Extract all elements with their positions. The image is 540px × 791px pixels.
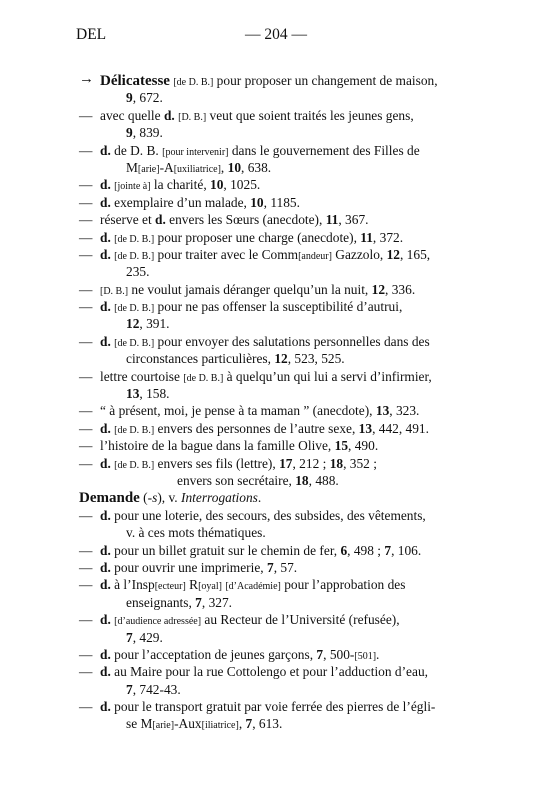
entry-text: . xyxy=(376,646,380,662)
index-line xyxy=(79,281,471,298)
entry-text: 11 xyxy=(325,212,339,228)
editorial-bracket: [de D. B.] xyxy=(114,459,155,471)
index-line xyxy=(79,368,471,385)
entry-text: , 391. xyxy=(139,316,170,332)
entry-text: 7 xyxy=(245,716,253,732)
entry-text: pour le transport gratuit par voie ferrée des pierres de l’égli- xyxy=(110,699,436,715)
index-line xyxy=(79,246,471,263)
entry-text: 13 xyxy=(126,386,140,402)
index-line xyxy=(79,507,471,524)
entry-text: 13 xyxy=(358,420,373,436)
index-line xyxy=(79,211,471,228)
entry-text: , 106. xyxy=(391,542,422,558)
index-line xyxy=(79,176,471,193)
entry-text: “ à présent, moi, je pense à ta maman ” (anecdote), xyxy=(100,403,376,419)
entry-text: 12 xyxy=(371,281,386,297)
entry-dash: — xyxy=(79,212,93,228)
editorial-bracket: [oyal] xyxy=(198,581,222,593)
entry-text: , 212 ; xyxy=(292,455,330,471)
entry-text: envers des personnes de l’autre sexe, xyxy=(154,420,359,436)
index-line xyxy=(79,594,471,611)
entry-text: de D. B. xyxy=(110,142,163,158)
entry-text: 7 xyxy=(266,559,274,575)
editorial-bracket: [pour intervenir] xyxy=(162,146,229,158)
editorial-bracket: [d’audience adressée] xyxy=(114,616,202,628)
entry-text: M xyxy=(126,159,138,175)
index-line xyxy=(79,437,471,454)
entry-text: au Recteur de l’Université (refusée), xyxy=(201,612,400,628)
index-line xyxy=(79,107,471,124)
editorial-bracket: [de D. B.] xyxy=(173,77,214,88)
entry-text: , 638. xyxy=(241,159,272,175)
entry-text: pour traiter avec le Comm xyxy=(154,246,299,262)
index-heading-line xyxy=(79,489,471,506)
entry-text: , 158. xyxy=(139,386,170,402)
index-line xyxy=(79,472,471,489)
entry-text: 18 xyxy=(295,472,309,488)
entry-text: 10 xyxy=(250,194,264,210)
index-line xyxy=(79,142,471,159)
index-line xyxy=(79,420,471,437)
entry-text: , 613. xyxy=(252,716,283,732)
entry-text: -s xyxy=(147,490,158,506)
entry-text: , xyxy=(238,716,246,732)
entry-text: 12 xyxy=(274,351,288,367)
entry-dash: — xyxy=(79,333,93,349)
editorial-bracket: [de D. B.] xyxy=(114,337,155,349)
entry-text: veut que soient traités les jeunes gens, xyxy=(206,107,414,123)
index-line xyxy=(79,559,471,576)
entry-text: , 57. xyxy=(273,559,298,575)
index-line xyxy=(79,402,471,419)
entry-text: , 523, 525. xyxy=(287,351,345,367)
entry-text: 10 xyxy=(210,177,224,193)
entry-dash: — xyxy=(79,438,93,454)
entry-text: -Aux xyxy=(174,716,202,732)
editorial-bracket: [D. B.] xyxy=(100,285,129,297)
entry-text: , 742-43. xyxy=(132,681,181,697)
running-head: DEL xyxy=(76,26,107,43)
entry-dash: — xyxy=(79,246,93,262)
entry-dash: — xyxy=(79,107,93,123)
entry-text: , 372. xyxy=(372,229,404,245)
index-line xyxy=(79,89,471,106)
entry-text: d. xyxy=(100,333,111,349)
entry-text: , 429. xyxy=(132,629,163,645)
entry-text: à l’Insp xyxy=(110,577,155,593)
editorial-bracket: [andeur] xyxy=(298,250,332,262)
editorial-bracket: [arie] xyxy=(152,720,175,732)
entry-text: v. à ces mots thématiques. xyxy=(126,525,266,541)
entry-text: 15 xyxy=(334,438,349,454)
index-line xyxy=(79,611,471,628)
entry-dash: — xyxy=(79,194,93,210)
entry-text: , 839. xyxy=(132,125,163,141)
editorial-bracket: [501] xyxy=(354,650,377,662)
entry-text: lettre courtoise xyxy=(100,368,184,384)
entry-text: pour un billet gratuit sur le chemin de fer, xyxy=(110,542,341,558)
entry-text: , 1025. xyxy=(223,177,261,193)
index-line xyxy=(79,333,471,350)
editorial-bracket: [iliatrice] xyxy=(201,720,239,732)
entry-dash: — xyxy=(79,699,93,715)
entry-text: 11 xyxy=(360,229,373,245)
entry-text: 12 xyxy=(126,316,140,332)
editorial-bracket: [de D. B.] xyxy=(114,303,155,315)
index-line xyxy=(79,229,471,246)
entry-text: pour ne pas offenser la susceptibilité d’autrui, xyxy=(154,299,403,315)
entry-text: , 488. xyxy=(308,472,339,488)
entry-text: 7 xyxy=(316,646,324,662)
entry-text: réserve et xyxy=(100,212,156,228)
entry-text: 10 xyxy=(227,159,242,175)
index-line xyxy=(79,385,471,402)
entry-text: envers ses fils (lettre), xyxy=(154,455,280,471)
index-line xyxy=(79,681,471,698)
index-line xyxy=(79,263,471,280)
editorial-bracket: [jointe à] xyxy=(114,181,151,193)
entry-dash: — xyxy=(79,542,93,558)
entry-dash: — xyxy=(79,577,93,593)
page-number: — 204 — xyxy=(245,26,307,43)
entry-text: au Maire pour la rue Cottolengo et pour l’adduction d’eau, xyxy=(110,664,428,680)
entry-text: 17 xyxy=(279,455,293,471)
entry-text: d. xyxy=(155,212,166,228)
entry-text: , 672. xyxy=(132,90,163,106)
entry-text: 9 xyxy=(126,90,133,106)
entry-text: -A xyxy=(159,159,174,175)
index-line xyxy=(79,159,471,176)
arrow-right-icon: → xyxy=(79,71,94,87)
entry-text: , 165, xyxy=(399,246,431,262)
entry-dash: — xyxy=(79,142,93,158)
entry-text: Gazzolo, xyxy=(331,246,387,262)
entry-text: pour l’acceptation de jeunes garçons, xyxy=(110,646,317,662)
index-line xyxy=(79,315,471,332)
entry-text: d. xyxy=(100,420,111,436)
entry-text: d. xyxy=(100,229,111,245)
entry-text: la charité, xyxy=(150,177,211,193)
entry-dash: — xyxy=(79,455,93,471)
entry-text: , 490. xyxy=(348,438,379,454)
entry-dash: — xyxy=(79,646,93,662)
entry-text: pour ouvrir une imprimerie, xyxy=(110,559,267,575)
entry-text: d. xyxy=(100,455,111,471)
entry-text: d. xyxy=(100,577,111,593)
entry-dash: — xyxy=(79,177,93,193)
entry-text: d. xyxy=(100,646,111,662)
entry-dash: — xyxy=(79,664,93,680)
index-line xyxy=(79,194,471,211)
entry-text: se M xyxy=(126,716,153,732)
editorial-bracket: [D. B.] xyxy=(178,111,207,123)
entry-text: d. xyxy=(163,107,175,123)
entry-text: envers les Sœurs (anecdote), xyxy=(165,212,326,228)
index-line xyxy=(79,72,471,89)
entry-text: ( xyxy=(139,490,148,506)
entry-text: pour l’approbation des xyxy=(280,577,406,593)
entry-text: d. xyxy=(100,542,111,558)
entry-text: 7 xyxy=(126,681,133,697)
entry-text: pour proposer un changement de maison, xyxy=(213,73,438,88)
entry-text: d. xyxy=(100,507,111,523)
editorial-bracket: [de D. B.] xyxy=(183,372,224,384)
entry-text: , 352 ; xyxy=(343,455,377,471)
entry-text: pour une loterie, des secours, des subsides, des vêtements, xyxy=(110,507,426,523)
editorial-bracket: [ecteur] xyxy=(154,581,186,593)
entry-dash: — xyxy=(79,403,93,419)
entry-text: ne voulut jamais déranger quelqu’un la nuit, xyxy=(128,281,372,297)
entry-text: d. xyxy=(100,559,111,575)
entry-dash: — xyxy=(79,559,93,575)
entry-text: exemplaire d’un malade, xyxy=(110,194,251,210)
entry-text: 6 xyxy=(340,542,348,558)
entry-text: envers son secrétaire, xyxy=(177,472,296,488)
entry-text: , 1185. xyxy=(263,194,300,210)
entry-text: , 323. xyxy=(389,403,420,419)
entry-text: pour proposer une charge (anecdote), xyxy=(154,229,361,245)
entry-dash: — xyxy=(79,507,93,523)
index-line xyxy=(79,455,471,472)
headword: Demande xyxy=(79,490,140,507)
entry-text: R xyxy=(185,577,199,593)
index-line xyxy=(79,124,471,141)
index-line xyxy=(79,715,471,732)
entry-text: pour envoyer des salutations personnelles dans des xyxy=(154,333,430,349)
entry-text: d. xyxy=(100,299,111,315)
entry-text: 13 xyxy=(375,403,390,419)
entry-text: , 327. xyxy=(201,594,233,610)
entry-dash: — xyxy=(79,281,93,297)
entry-text: , 442, 491. xyxy=(372,420,429,436)
index-line xyxy=(79,298,471,315)
entry-dash: — xyxy=(79,229,93,245)
entry-text: , 367. xyxy=(338,212,369,228)
index-line xyxy=(79,646,471,663)
entry-text: 7 xyxy=(384,542,392,558)
index-body xyxy=(79,72,471,733)
entry-text: d. xyxy=(100,194,111,210)
entry-dash: — xyxy=(79,612,93,628)
editorial-bracket: [d’Académie] xyxy=(225,581,281,593)
entry-text: 7 xyxy=(195,594,202,610)
index-line xyxy=(79,629,471,646)
entry-text: , 498 ; xyxy=(347,542,385,558)
index-line xyxy=(79,524,471,541)
editorial-bracket: [de D. B.] xyxy=(114,424,155,436)
entry-text: 12 xyxy=(386,246,400,262)
entry-text: avec quelle xyxy=(100,107,164,123)
entry-dash: — xyxy=(79,368,93,384)
entry-text: , 336. xyxy=(385,281,416,297)
headword: Délicatesse xyxy=(100,73,170,89)
index-line xyxy=(79,663,471,680)
entry-text: l’histoire de la bague dans la famille Olive, xyxy=(100,438,335,454)
entry-text: d. xyxy=(100,699,111,715)
entry-text: , xyxy=(220,159,228,175)
index-line xyxy=(79,350,471,367)
entry-dash: — xyxy=(79,299,93,315)
index-line xyxy=(79,698,471,715)
editorial-bracket: [arie] xyxy=(137,163,160,175)
index-line xyxy=(79,542,471,559)
entry-text: dans le gouvernement des Filles de xyxy=(228,142,420,158)
entry-text: Interrogations xyxy=(181,490,258,506)
entry-text: circonstances particulières, xyxy=(126,351,275,367)
editorial-bracket: [de D. B.] xyxy=(114,233,155,245)
running-header xyxy=(76,24,476,46)
entry-text: 18 xyxy=(329,455,344,471)
entry-text: d. xyxy=(100,612,111,628)
entry-text: à quelqu’un qui lui a servi d’infirmier, xyxy=(223,368,432,384)
index-line xyxy=(79,576,471,593)
entry-text: d. xyxy=(100,664,111,680)
editorial-bracket: [de D. B.] xyxy=(114,250,155,262)
entry-dash: — xyxy=(79,420,93,436)
entry-text: , 500- xyxy=(323,646,355,662)
entry-text: d. xyxy=(100,177,111,193)
entry-text: enseignants, xyxy=(126,594,196,610)
editorial-bracket: [uxiliatrice] xyxy=(173,163,221,175)
entry-text: d. xyxy=(100,142,111,158)
entry-text: 9 xyxy=(126,125,133,141)
entry-text: ), v. xyxy=(157,490,181,506)
entry-text: d. xyxy=(100,246,111,262)
entry-text: 235. xyxy=(126,264,150,280)
entry-text: . xyxy=(257,490,262,506)
entry-text: 7 xyxy=(126,629,133,645)
